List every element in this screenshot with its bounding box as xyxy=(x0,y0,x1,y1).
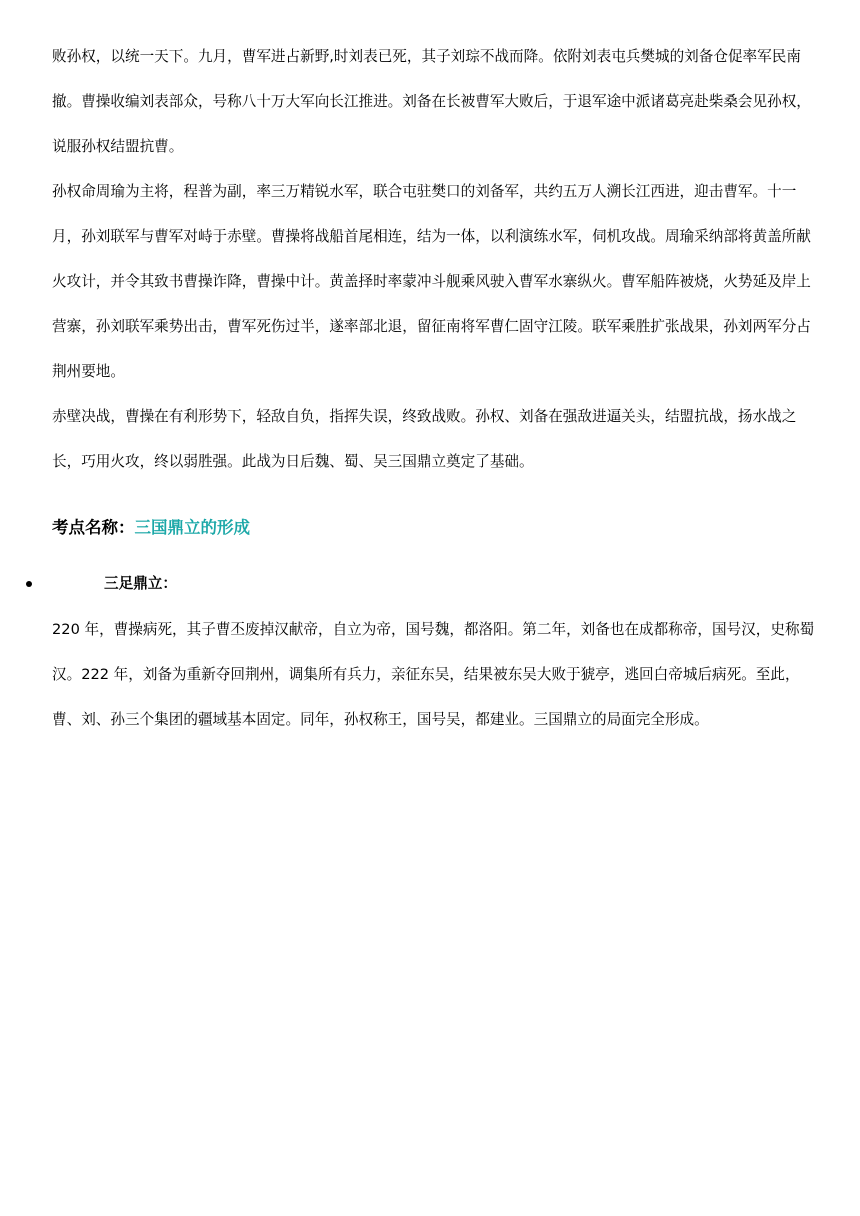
paragraph-three-kingdoms: 220 年，曹操病死，其子曹丕废掉汉献帝，自立为帝，国号魏，都洛阳。第二年，刘备也在成都称帝，国号汉，史称蜀汉。222 年，刘备为重新夺回荆州，调集所有兵力，亲征东吴，结果被东吴大败于猇亭，逃回白帝城后病死。至此，曹、刘、孙三个集团的疆域基本固定。同年，孙权称王，国号吴，都建业。三国鼎立的局面完全形成。 xyxy=(52,621,815,728)
paragraph-red-cliffs-background: 败孙权，以统一天下。九月，曹军进占新野,时刘表已死，其子刘琮不战而降。依附刘表屯兵樊城的刘备仓促率军民南撤。曹操收编刘表部众，号称八十万大军向长江推进。刘备在长被曹军大败后，于退军途中派诸葛亮赴柴桑会见孙权，说服孙权结盟抗曹。 xyxy=(52,48,811,155)
topic-label: 考点名称： xyxy=(52,518,135,537)
paragraph-red-cliffs-battle: 孙权命周瑜为主将，程普为副，率三万精锐水军，联合屯驻樊口的刘备军，共约五万人溯长江西进，迎击曹军。十一月，孙刘联军与曹军对峙于赤壁。曹操将战船首尾相连，结为一体，以利演练水军，伺机攻战。周瑜采纳部将黄盖所献火攻计，并令其致书曹操诈降，曹操中计。黄盖择时率蒙冲斗舰乘风驶入曹军水寨纵火。曹军船阵被烧，火势延及岸上营寨，孙刘联军乘势出击，曹军死伤过半，遂率部北退，留征南将军曹仁固守江陵。联军乘胜扩张战果，孙刘两军分占荆州要地。 xyxy=(52,183,811,380)
topic-heading xyxy=(52,512,250,544)
bullet-dot-icon xyxy=(26,581,32,587)
topic-name: 三国鼎立的形成 xyxy=(134,518,250,537)
bullet-item xyxy=(22,569,422,599)
paragraph-red-cliffs-summary: 赤壁决战，曹操在有利形势下，轻敌自负，指挥失误，终致战败。孙权、刘备在强敌进逼关头，结盟抗战，扬水战之长，巧用火攻，终以弱胜强。此战为日后魏、蜀、吴三国鼎立奠定了基础。 xyxy=(52,408,797,470)
bullet-label: 三足鼎立： xyxy=(104,575,177,592)
